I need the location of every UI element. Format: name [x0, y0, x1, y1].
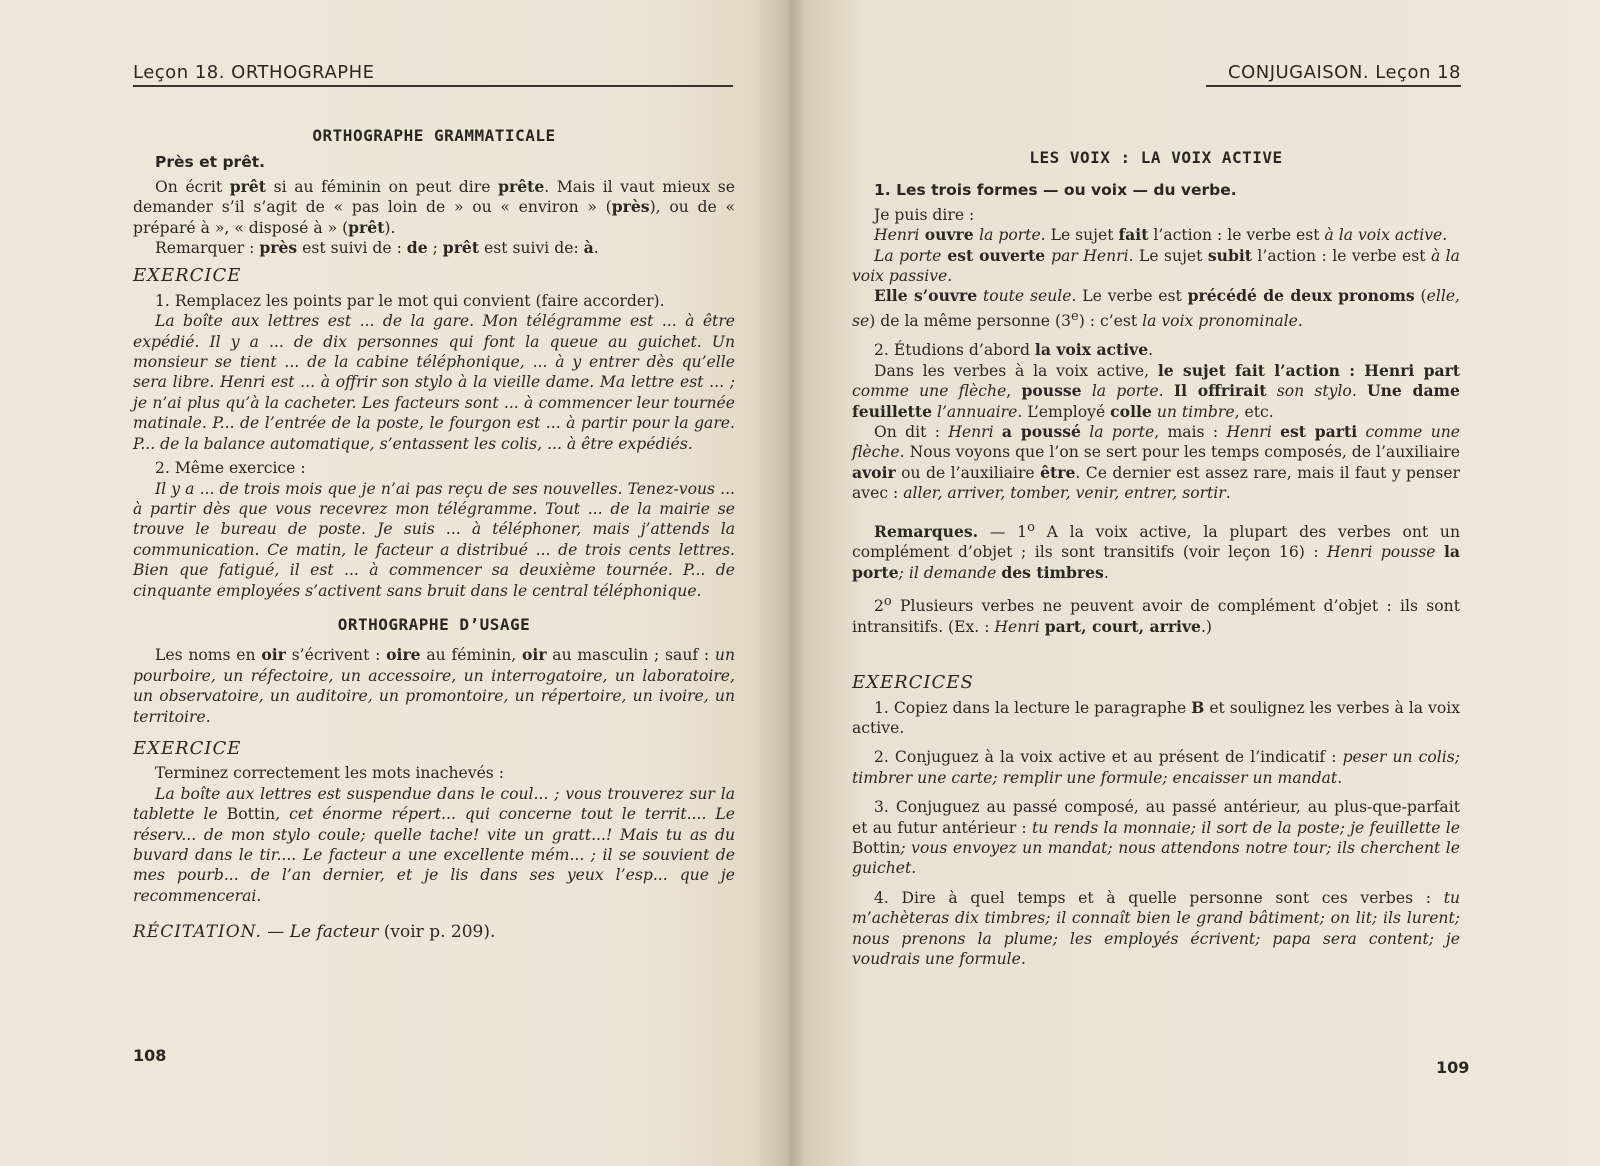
exercise-2-text: Il y a ... de trois mois que je n’ai pas reçu de ses nouvelles. Tenez-vous ... à partir dès que vous recevrez mon télégramme. Tout ... de la mairie se trouve le bureau de poste. Je suis ... à téléphoner, mais j’attends la communication. Ce matin, le facteur a distribué ... de trois cents lettres. Bien que fatigué, il est ... à commencer sa deuxième tournée. P... de cinquante employées s’activent sans bruit dans le central téléphonique. — [133, 479, 735, 600]
example-pronominal: Elle s’ouvre toute seule. Le verbe est précédé de deux pronoms (elle, se) de la même personne (3e) : c’est la voix pronominale. — [852, 286, 1461, 331]
exercise-3-instruction: Terminez correctement les mots inachevés : — [155, 764, 505, 783]
exercise-right-3: 3. Conjuguez au passé composé, au passé antérieur, au plus-que-parfait et au futur antérieur : tu rends la monnaie; il sort de la poste; je feuillette le Bottin; vous envoyez un mandat; nous attendons notre tour; ils cherchent le guichet. — [852, 798, 1461, 878]
exercise-right-4: 4. Dire à quel temps et à quelle personne sont ces verbes : tu m’achèteras dix timbres; il connaît bien le grand bâtiment; on lit; ils lurent; nous prenons la plume; les employés écrivent; papa sera content; je voudrais une formule. — [852, 888, 1460, 968]
section-title-usage: ORTHOGRAPHE D’USAGE — [337, 614, 531, 634]
exercise-1-text: La boîte aux lettres est ... de la gare. Mon télégramme est ... à être expédié. Il y a ... de dix personnes qui font la queue au guichet. Un monsieur se tient ... de la cabine téléphonique, ... à y entrer dès qu’elle sera libre. Henri est ... à offrir son stylo à la vieille dame. Ma lettre est ... ; je n’ai plus qu’à la cacheter. Les facteurs sont ... à commencer leur tournée matinale. P... de l’entrée de la poste, le fourgon est ... à partir pour la gare. P... de la balance automatique, s’entassent les colis, ... à être expédiés. — [133, 312, 735, 453]
exercise-2-instruction: 2. Même exercice : — [155, 459, 306, 478]
section-2-paragraph-1: Dans les verbes à la voix active, le sujet fait l’action : Henri part comme une flèche, pousse la porte. Il offrirait son stylo. Une dame feuillette l’annuaire. L’employé colle un timbre, etc. — [852, 360, 1460, 421]
exercise-right-2: 2. Conjuguez à la voix active et au présent de l’indicatif : peser un colis; timbrer une carte; remplir une formule; encaisser un mandat. — [852, 748, 1460, 787]
recitation-line: RÉCITATION. — Le facteur (voir p. 209). — [133, 922, 496, 943]
rule-paragraph: On écrit prêt si au féminin on peut dire prête. Mais il vaut mieux se demander s’il s’agit de « pas loin de » ou « environ » (près), ou de « préparé à », « disposé à » (prêt). — [133, 176, 736, 237]
right-page — [810, 0, 1600, 1166]
example-active: Henri ouvre la porte. Le sujet fait l’action : le verbe est à la voix active. — [874, 225, 1448, 245]
page-number-right: 109 — [1436, 1058, 1470, 1077]
subtitle-pres-pret: Près et prêt. — [155, 153, 266, 172]
remark-1: Remarques. — 1$^o$ A la voix active, la plupart des verbes ont un complément d’objet ; ils sont transitifs (voir leçon 16) : Henri pousse la porte; il demande des timbres. — [852, 519, 1460, 582]
example-passive: La porte est ouverte par Henri. Le sujet subit l’action : le verbe est à la voix passive. — [852, 245, 1460, 286]
exercice-heading-2: EXERCICE — [133, 737, 242, 759]
section-1-heading: 1. Les trois formes — ou voix — du verbe. — [874, 181, 1237, 200]
right-page-content — [852, 148, 1460, 969]
left-page-content — [133, 126, 735, 943]
section-2-paragraph-2: On dit : Henri a poussé la porte, mais : Henri est parti comme une flèche. Nous voyons que l’on se sert pour les temps composés, de l’auxiliaire avoir ou de l’auxiliaire être. Ce dernier est assez rare, mais il faut y penser avec : aller, arriver, tomber, venir, entrer, sortir. — [852, 422, 1461, 503]
exercise-right-1: 1. Copiez dans la lecture le paragraphe B et soulignez les verbes à la voix active. — [852, 697, 1460, 737]
exercise-3-text: La boîte aux lettres est suspendue dans le coul... ; vous trouverez sur la tablette le Bottin, cet énorme répert... qui concerne tout le territ.... Le réserv... de mon stylo coule; quelle tache! vite un gratt...! Mais tu as du buvard dans le tir.... Le facteur a une excellente mém... ; il se souvient de mes pourb... de l’an dernier, et je lis dans ses yeux l’esp... que je recommencerai. — [133, 784, 735, 905]
remark-2: 2$^o$ Plusieurs verbes ne peuvent avoir de complément d’objet : ils sont intransitifs. (Ex. : Henri part, court, arrive.) — [852, 594, 1460, 636]
exercise-1-instruction: 1. Remplacez les points par le mot qui convient (faire accorder). — [155, 291, 665, 310]
remark-paragraph: Remarquer : près est suivi de : de ; prêt est suivi de: à. — [155, 238, 599, 258]
page-number-left: 108 — [133, 1046, 167, 1065]
left-page — [0, 0, 790, 1166]
section-title-grammaticale: ORTHOGRAPHE GRAMMATICALE — [312, 126, 556, 145]
right-running-head: CONJUGAISON. Leçon 18 — [1206, 62, 1461, 87]
exercice-heading: EXERCICE — [133, 265, 242, 287]
usage-paragraph: Les noms en oir s’écrivent : oire au féminin, oir au masculin ; sauf : un pourboire, un réfectoire, un accessoire, un interrogatoire, un laboratoire, un observatoire, un auditoire, un promontoire, un répertoire, un ivoire, un territoire. — [133, 645, 735, 726]
section-title-voix: LES VOIX : LA VOIX ACTIVE — [1029, 148, 1283, 167]
section-2-heading: 2. Étudions d’abord la voix active. — [874, 340, 1154, 360]
section-1-intro: Je puis dire : — [874, 205, 975, 224]
exercices-heading: EXERCICES — [852, 672, 974, 694]
left-running-head: Leçon 18. ORTHOGRAPHE — [133, 62, 733, 87]
